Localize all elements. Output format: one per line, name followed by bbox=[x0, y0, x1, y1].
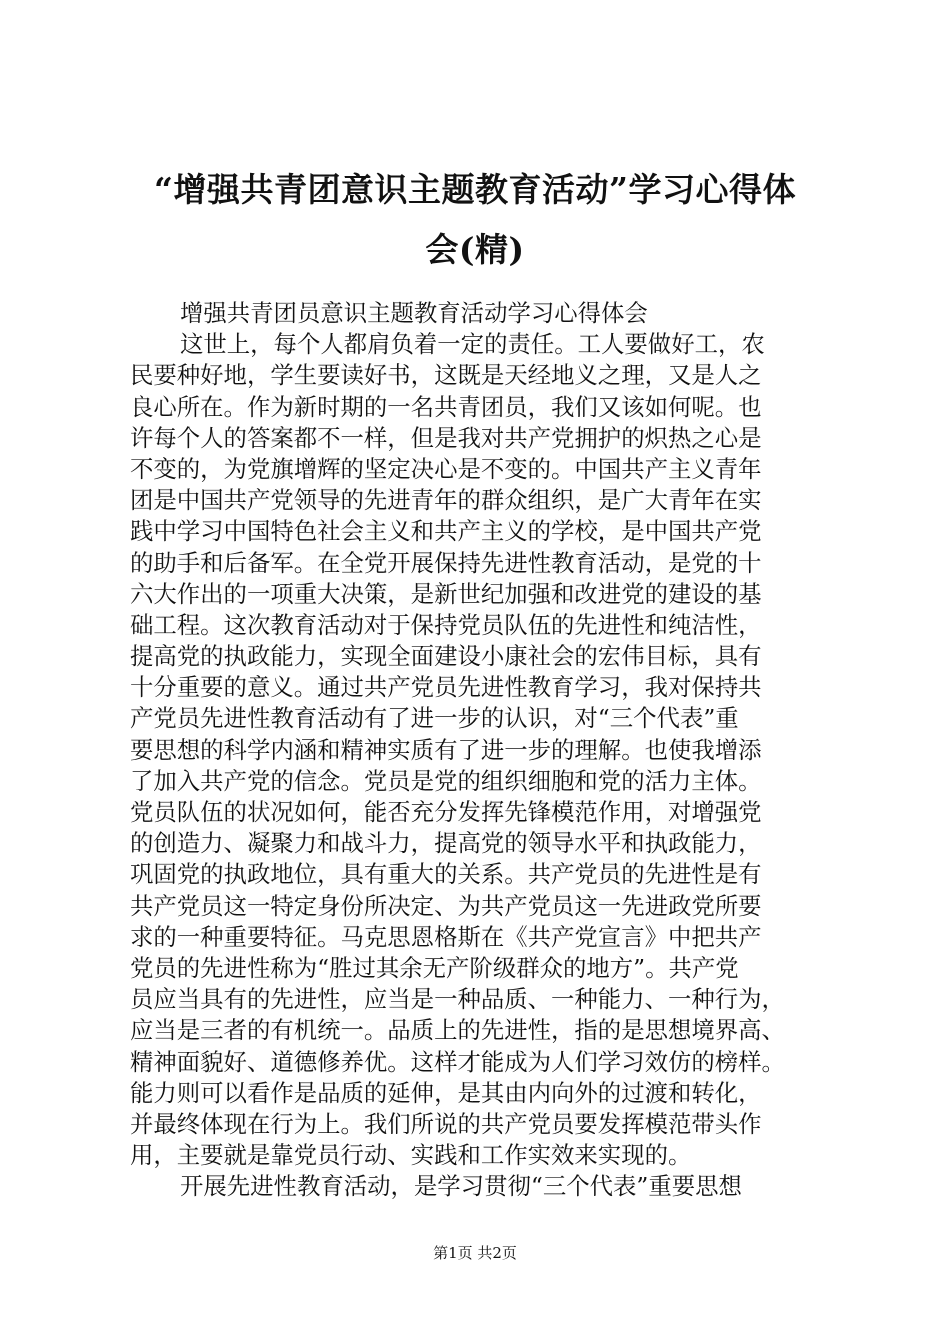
paragraph-line: 用，主要就是靠党员行动、实践和工作实效来实现的。 bbox=[130, 1141, 692, 1170]
subtitle-line: 增强共青团员意识主题教育活动学习心得体会 bbox=[180, 299, 648, 327]
paragraph-line: 十分重要的意义。通过共产党员先进性教育学习，我对保持共 bbox=[130, 673, 762, 702]
paragraph-line: 巩固党的执政地位，具有重大的关系。共产党员的先进性是有 bbox=[130, 860, 762, 889]
paragraph-line: 共产党员这一特定身份所决定、为共产党员这一先进政党所要 bbox=[130, 891, 762, 920]
paragraph-line: 础工程。这次教育活动对于保持党员队伍的先进性和纯洁性， bbox=[130, 610, 762, 639]
paragraph-line: 党员队伍的状况如何，能否充分发挥先锋模范作用，对增强党 bbox=[130, 798, 762, 826]
document-title bbox=[118, 160, 832, 280]
paragraph-line: 的创造力、凝聚力和战斗力，提高党的领导水平和执政能力， bbox=[130, 829, 762, 858]
paragraph-line: 良心所在。作为新时期的一名共青团员，我们又该如何呢。也 bbox=[130, 392, 762, 421]
paragraph-line: 的助手和后备军。在全党开展保持先进性教育活动，是党的十 bbox=[130, 548, 762, 577]
paragraph-line: 民要种好地，学生要读好书，这既是天经地义之理，又是人之 bbox=[130, 361, 762, 390]
paragraph-line: 开展先进性教育活动，是学习贯彻“三个代表”重要思想 bbox=[180, 1172, 742, 1201]
document-body bbox=[130, 298, 845, 1202]
paragraph-line: 并最终体现在行为上。我们所说的共产党员要发挥模范带头作 bbox=[130, 1109, 762, 1138]
paragraph-line: 了加入共产党的信念。党员是党的组织细胞和党的活力主体。 bbox=[130, 766, 762, 795]
title-line-2: 会(精) bbox=[425, 230, 525, 269]
paragraph-line: 六大作出的一项重大决策，是新世纪加强和改进党的建设的基 bbox=[130, 579, 762, 608]
paragraph-line: 许每个人的答案都不一样，但是我对共产党拥护的炽热之心是 bbox=[130, 423, 762, 452]
paragraph-line: 精神面貌好、道德修养优。这样才能成为人们学习效仿的榜样。 bbox=[130, 1047, 785, 1076]
paragraph-line: 能力则可以看作是品质的延伸，是其由内向外的过渡和转化， bbox=[130, 1078, 762, 1107]
paragraph-line: 提高党的执政能力，实现全面建设小康社会的宏伟目标，具有 bbox=[130, 642, 762, 671]
paragraph-line: 产党员先进性教育活动有了进一步的认识，对“三个代表”重 bbox=[130, 704, 739, 733]
paragraph-line: 这世上，每个人都肩负着一定的责任。工人要做好工，农 bbox=[180, 330, 765, 359]
paragraph-line: 团是中国共产党领导的先进青年的群众组织，是广大青年在实 bbox=[130, 486, 762, 515]
paragraph-line: 践中学习中国特色社会主义和共产主义的学校，是中国共产党 bbox=[130, 517, 762, 546]
page-footer: 第1页 共2页 bbox=[433, 1244, 517, 1262]
paragraph-line: 员应当具有的先进性，应当是一种品质、一种能力、一种行为， bbox=[130, 985, 785, 1014]
paragraph-line: 党员的先进性称为“胜过其余无产阶级群众的地方”。共产党 bbox=[130, 953, 739, 982]
paragraph-line: 不变的，为党旗增辉的坚定决心是不变的。中国共产主义青年 bbox=[130, 454, 762, 483]
paragraph-line: 要思想的科学内涵和精神实质有了进一步的理解。也使我增添 bbox=[130, 735, 762, 764]
paragraph-line: 应当是三者的有机统一。品质上的先进性，指的是思想境界高、 bbox=[130, 1016, 785, 1045]
paragraph-line: 求的一种重要特征。马克思恩格斯在《共产党宣言》中把共产 bbox=[130, 922, 762, 951]
title-line-1: “增强共青团意识主题教育活动”学习心得体 bbox=[154, 170, 796, 209]
